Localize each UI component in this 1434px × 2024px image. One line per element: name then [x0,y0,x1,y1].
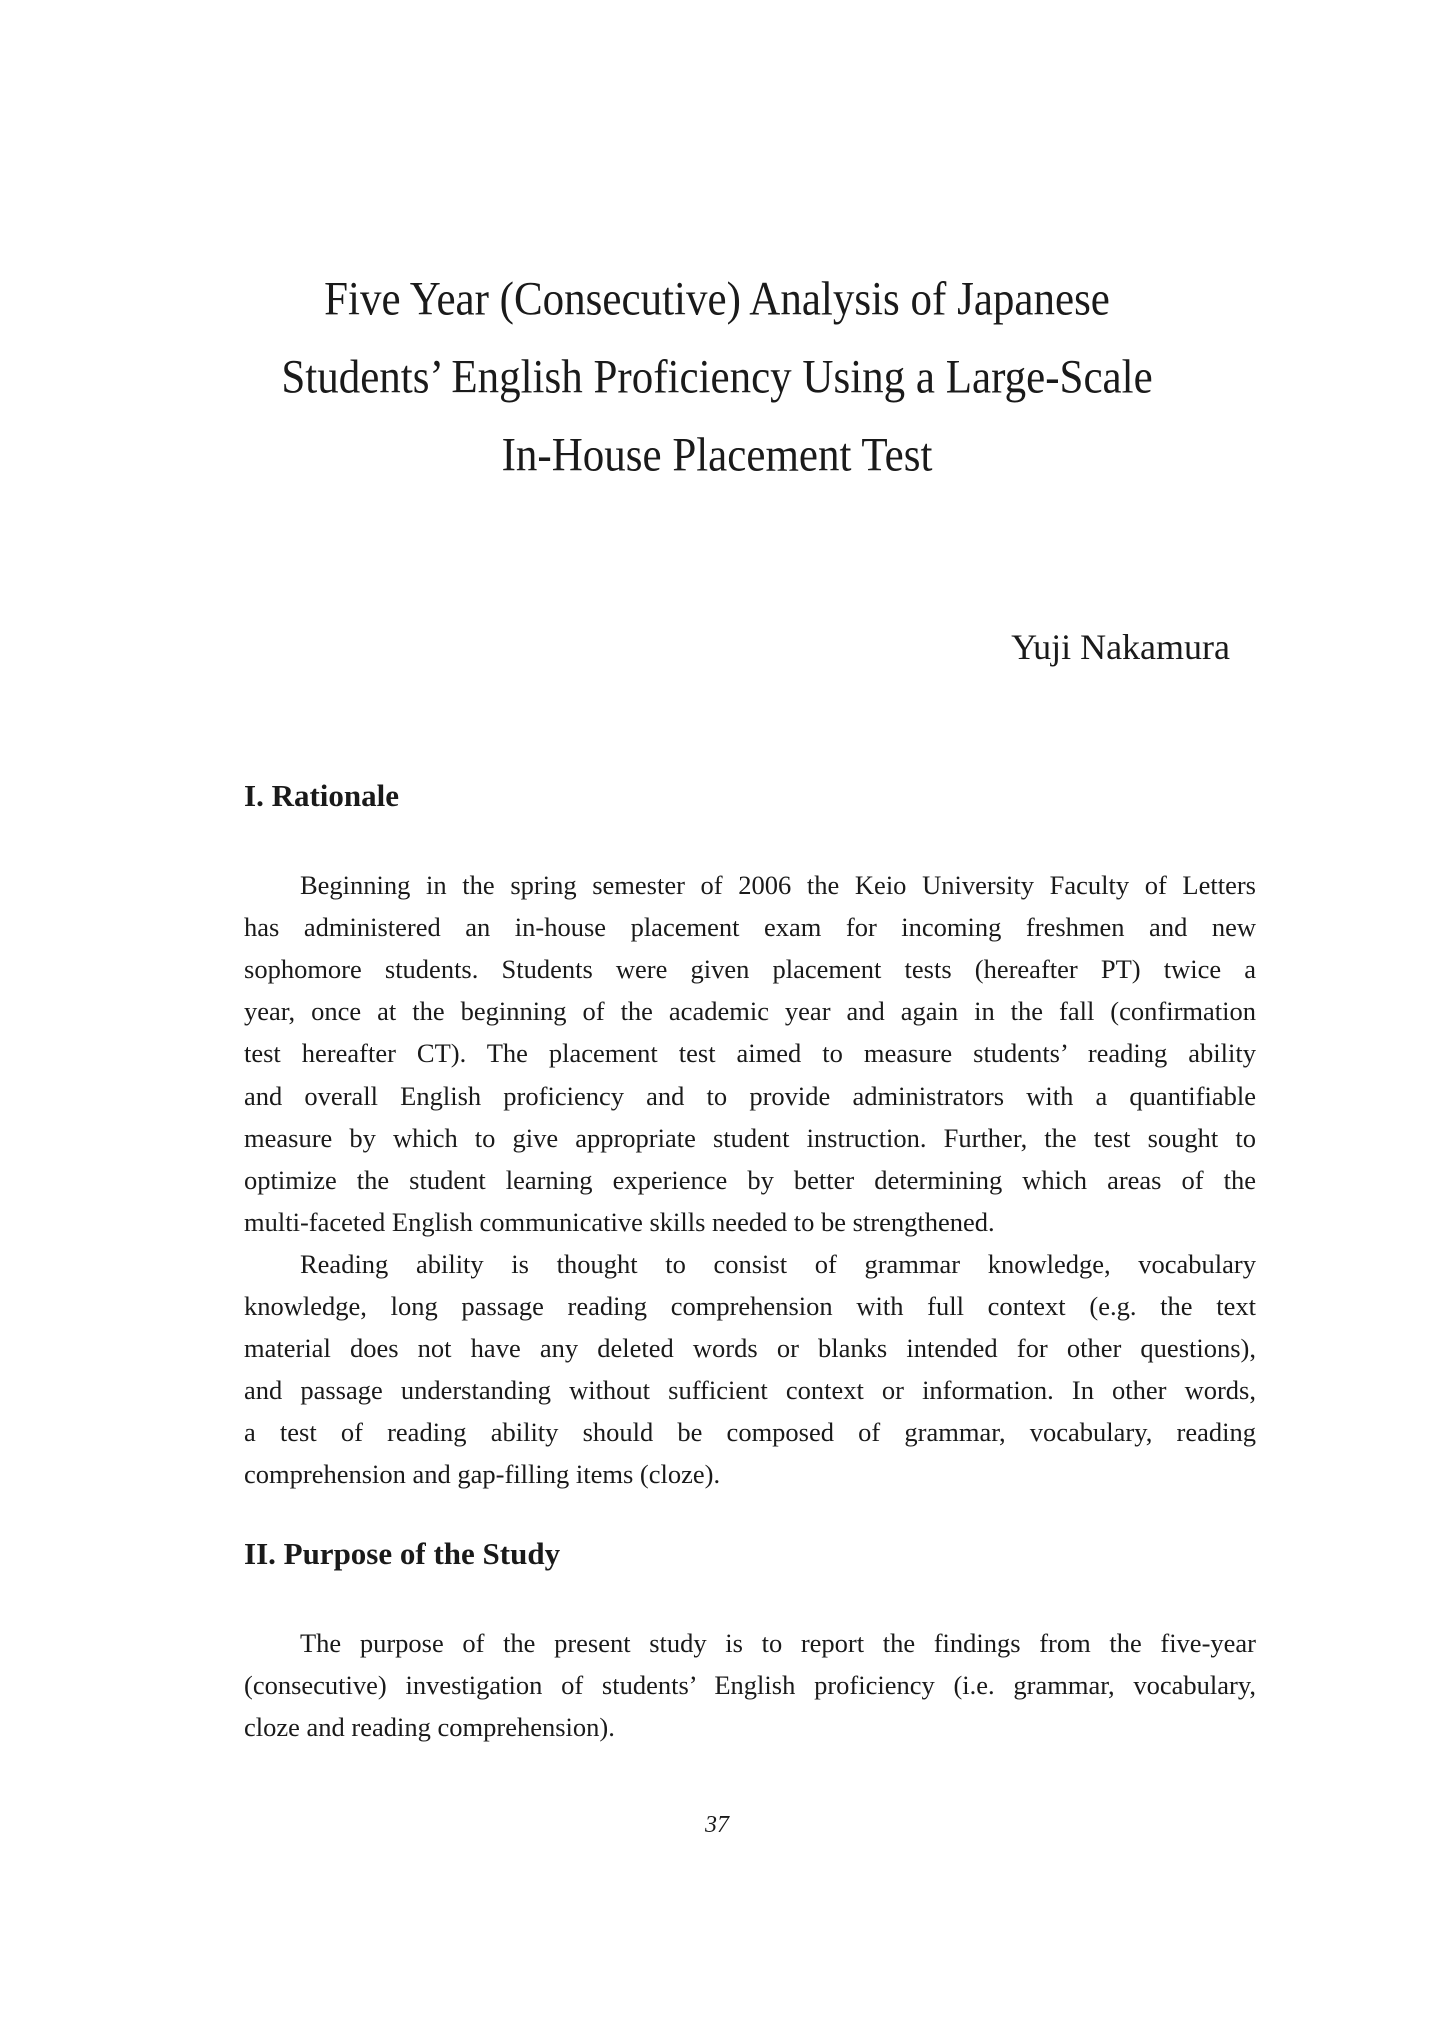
paragraph-line: test hereafter CT). The placement test aimed to measure students’ reading ability [244,1038,1256,1069]
paragraph-line: cloze and reading comprehension). [244,1712,615,1743]
paragraph-line: and overall English proficiency and to provide administrators with a quantifiable [244,1080,1256,1111]
paragraph-line: knowledge, long passage reading comprehension with full context (e.g. the text [244,1291,1256,1321]
paragraph-line: The purpose of the present study is to report the findings from the five-year [300,1628,1256,1658]
section-heading-rationale: I. Rationale [244,778,399,813]
paper-title-line-3: In-House Placement Test [501,429,933,482]
paragraph-line: (consecutive) investigation of students’ English proficiency (i.e. grammar, vocabulary, [244,1670,1256,1701]
paragraph-line: Reading ability is thought to consist of grammar knowledge, vocabulary [300,1248,1256,1279]
paragraph-line: has administered an in-house placement exam for incoming freshmen and new [244,912,1256,943]
paper-title-line-2: Students’ English Proficiency Using a Large-Scale [281,351,1153,404]
paragraph-line: optimize the student learning experience by better determining which areas of the [244,1164,1256,1195]
paragraph-line: measure by which to give appropriate student instruction. Further, the test sought to [244,1122,1256,1153]
paragraph-line: sophomore students. Students were given placement tests (hereafter PT) twice a [244,954,1256,985]
paragraph-line: a test of reading ability should be composed of grammar, vocabulary, reading [244,1417,1256,1448]
page-number: 37 [705,1812,729,1838]
section-heading-purpose: II. Purpose of the Study [244,1536,561,1571]
paragraph-line: comprehension and gap-filling items (cloze). [244,1459,721,1490]
author-name: Yuji Nakamura [1011,627,1230,667]
paragraph-line: year, once at the beginning of the academic year and again in the fall (confirmation [244,996,1256,1027]
paragraph-line: multi-faceted English communicative skills needed to be strengthened. [244,1206,995,1237]
paragraph-line: material does not have any deleted words or blanks intended for other questions), [244,1333,1256,1364]
paragraph-line: and passage understanding without sufficient context or information. In other words, [244,1375,1256,1406]
paper-title-line-1: Five Year (Consecutive) Analysis of Japanese [324,273,1110,326]
paragraph-line: Beginning in the spring semester of 2006 the Keio University Faculty of Letters [300,870,1256,900]
